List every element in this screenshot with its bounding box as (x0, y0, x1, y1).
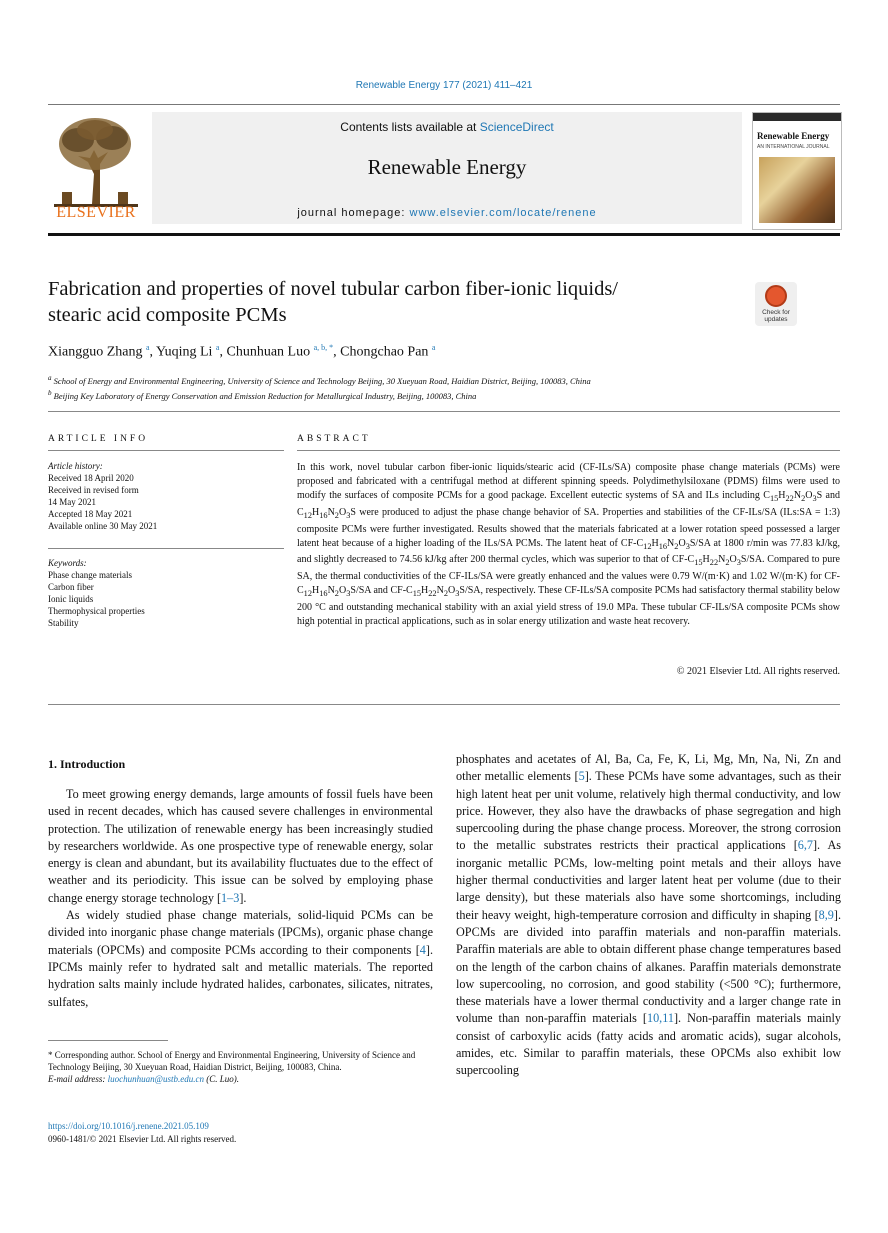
reference-link[interactable]: 8,9 (818, 907, 834, 922)
reference-link[interactable]: 10,11 (646, 1011, 674, 1026)
journal-title[interactable]: Renewable Energy (367, 155, 527, 179)
sciencedirect-link[interactable]: ScienceDirect (479, 120, 554, 134)
author-name[interactable]: Xiangguo Zhang (48, 344, 143, 360)
bookmark-icon (765, 285, 787, 307)
article-info-heading: ARTICLE INFO (48, 434, 149, 444)
formula: $C_{12}H_{16}N_2O_3S$ (297, 585, 356, 599)
affiliation-b: $^b$ Beijing Key Laboratory of Energy Conservation and Emission Reduction for Metallurgical Industry, Beijing, 100083, China (48, 388, 477, 401)
reference-link[interactable]: 1–3 (221, 890, 240, 905)
keyword: Phase change materials (48, 570, 132, 580)
affiliations (48, 372, 838, 402)
keyword: Thermophysical properties (48, 606, 145, 616)
elsevier-logo[interactable] (48, 112, 144, 230)
elsevier-wordmark: ELSEVIER (56, 204, 136, 221)
formula: $C_{15}H_{22}N_2O_3S$ (763, 489, 823, 503)
cover-bar (753, 113, 841, 121)
body-column-right (456, 751, 841, 1080)
journal-homepage: journal homepage: www.elsevier.com/locate/renene (297, 207, 597, 219)
keyword: Ionic liquids (48, 594, 94, 604)
paragraph: As widely studied phase change materials, solid-liquid PCMs can be divided into inorganic phase change materials (IPCMs), organic phase change materials (OPCMs) and composite PCMs according to their components [4]. IPCMs mainly refer to hydrated salt and metallic materials. The reported hydration salts mainly include hydrated halides, carbonates, silicates, nitrates, sulfates, (48, 908, 433, 1009)
contents-line: Contents lists available at ScienceDirect (340, 120, 554, 134)
footnote: * Corresponding author. School of Energy and Environmental Engineering, University of Science and Technology Beijing, 30 Xueyuan Road, Haidian District, Beijing, 100083, China. E-mail address: luochunhuan@ustb.edu.cn (C. Luo). (48, 1050, 416, 1084)
copyright-line: © 2021 Elsevier Ltd. All rights reserved. (676, 666, 840, 677)
affiliation-a: $^a$ School of Energy and Environmental Engineering, University of Science and Technology Beijing, 30 Xueyuan Road, Haidian District, Beijing, 100083, China (48, 374, 591, 386)
section-rule (48, 450, 284, 451)
keyword: Carbon fiber (48, 582, 94, 592)
author-affil-mark[interactable]: a (431, 343, 436, 352)
section-rule (48, 548, 284, 549)
footnote-rule (48, 1040, 168, 1041)
article-history: Article history: Received 18 April 2020 Received in revised form 14 May 2021 Accepted 18 May 2021 Available online 30 May 2021 (48, 461, 158, 531)
doi-link[interactable]: https://doi.org/10.1016/j.renene.2021.05.109 (48, 1121, 209, 1131)
journal-cover[interactable] (752, 112, 842, 230)
author-affil-mark[interactable]: a, b, * (313, 343, 334, 352)
email-link[interactable]: luochunhuan@ustb.edu.cn (107, 1074, 204, 1084)
top-rule (48, 104, 840, 105)
section-rule (48, 411, 840, 412)
author-name[interactable]: Chongchao Pan (340, 344, 429, 360)
author-name[interactable]: Yuqing Li (156, 344, 213, 360)
formula: $C_{12}H_{16}N_2O_3S$ (297, 506, 356, 520)
section-heading: 1. Introduction (48, 757, 126, 771)
paper-title: Fabrication and properties of novel tubular carbon fiber-ionic liquids/ stearic acid composite PCMs (48, 278, 619, 326)
cover-subtitle: AN INTERNATIONAL JOURNAL (757, 144, 830, 150)
body-column-left (48, 786, 433, 1011)
reference-link[interactable]: 4 (419, 942, 426, 957)
reference-link[interactable]: 6,7 (797, 838, 813, 853)
author-list: Xiangguo Zhang $^a$, Yuqing Li $^a$, Chunhuan Luo $^{a, b, *}$, Chongchao Pan $^a$ (48, 343, 436, 360)
issn-line: 0960-1481/© 2021 Elsevier Ltd. All rights reserved. (48, 1134, 237, 1144)
keyword: Stability (48, 618, 79, 628)
reference-link[interactable]: 5 (578, 769, 585, 784)
formula: $C_{15}H_{22}N_2O_3S$ (406, 585, 465, 599)
author-affil-mark[interactable]: a (145, 343, 150, 352)
section-rule (297, 450, 840, 451)
author-name[interactable]: Chunhuan Luo (226, 344, 311, 360)
paragraph: phosphates and acetates of Al, Ba, Ca, Fe, K, Li, Mg, Mn, Na, Ni, Zn and other metallic elements [5]. These PCMs have some advantages, such as their high latent heat per unit volume, relatively high thermal conductivity, and low price. However, they also have the drawbacks of phase segregation and high supercooling during the phase change process. Moreover, the strong corrosion to the metallic substrates restricts their practical applications [6,7]. As inorganic metallic PCMs, low-melting point metals and their alloys have higher thermal conductivities and larger latent heat per volume (due to their large density), but these materials also have some shortcomings, including their heavy weight, high-temperature corrosion and difficulty in shaping [8,9]. OPCMs are divided into paraffin materials and non-paraffin materials. Paraffin materials are able to obtain different phase change temperatures based on the length of the carbon chains of alkanes. Paraffin materials demonstrate low supercooling, no corrosion, and good stability (<500 °C); furthermore, these materials have a lower thermal conductivity and a larger change rate in volume than non-paraffin materials [10,11]. Non-paraffin materials mainly consist of carboxylic acids (fatty acids and aromatic acids), sugar alcohols, amides, etc. Similar to paraffin materials, these OPCMs also exhibit low supercooling (456, 752, 842, 1078)
keywords: Keywords: Phase change materials Carbon fiber Ionic liquids Thermophysical properties Stability (48, 557, 284, 629)
header-rule (48, 233, 840, 236)
cover-title: Renewable Energy (757, 131, 830, 141)
abstract-heading: ABSTRACT (297, 434, 371, 444)
cover-image (759, 157, 835, 223)
journal-citation[interactable]: Renewable Energy 177 (2021) 411–421 (355, 80, 533, 91)
paragraph: To meet growing energy demands, large amounts of fossil fuels have been used in recent decades, which has caused severe challenges in environmental protection. The utilization of renewable energy has been increasingly studied by researchers worldwide. As one prospective type of renewable energy, solar energy is clean and abundant, but its availability fluctuates due to the effect of weather and its periodicity. This issue can be solved by employing phase change energy storage technology [1–3]. (48, 787, 433, 905)
homepage-link[interactable]: www.elsevier.com/locate/renene (409, 207, 597, 219)
author-affil-mark[interactable]: a (215, 343, 220, 352)
formula: $C_{15}H_{22}N_2O_3S$ (687, 554, 747, 568)
check-for-updates-button[interactable] (755, 282, 797, 326)
check-for-updates-label: Check for updates (762, 309, 790, 323)
formula: $C_{12}H_{16}N_2O_3S$ (636, 537, 696, 551)
abstract-text: In this work, novel tubular carbon fiber-ionic liquids/stearic acid (CF-ILs/SA) composite phase change materials (PCMs) were proposed and fabricated with a centrifugal method at different spinning speeds. Polydimethylsiloxane (PDMS) films were used to modify the surfaces of composite PCMs for a good package. Excellent eutectic systems of SA and ILs including $C_{15}H_{22}N_2O_3S$ and $C_{12}H_{16}N_2O_3S$ were produced to adjust the phase change behavior of SA. Properties and stabilities of the CF-ILs/SA (ILs:SA = 1:3) composite PCMs were further investigated. Results showed that the materials fabricated at a lower rotation speed possessed a larger latent heat because of a higher loading of the ILs/SA PCMs. The latent heat of $CF-C_{12}H_{16}N_2O_3S/SA$ at 1800 r/min was 77.83 kJ/kg, and slightly decreased to 74.56 kJ/kg after 200 thermal cycles, which was superior to that of $CF-C_{15}H_{22}N_2O_3S/SA$. Compared to pure SA, the thermal conductivities of the CF-ILs/SA were greatly enhanced and the values were 0.79 W/(m·K) and 1.02 W/(m·K) for $CF-C_{12}H_{16}N_2O_3S/SA$ and $CF-C_{15}H_{22}N_2O_3S/SA$, respectively. These CF-ILs/SA composite PCMs had satisfactory thermal stability below 200 °C and outstanding mechanical stability with an axial yield stress of 19.0 MPa. These tubular CF-ILs/SA composite PCMs show high potential in practical applications, such as in solar energy utilization and waste heat recovery. (297, 462, 840, 628)
section-rule (48, 704, 840, 705)
